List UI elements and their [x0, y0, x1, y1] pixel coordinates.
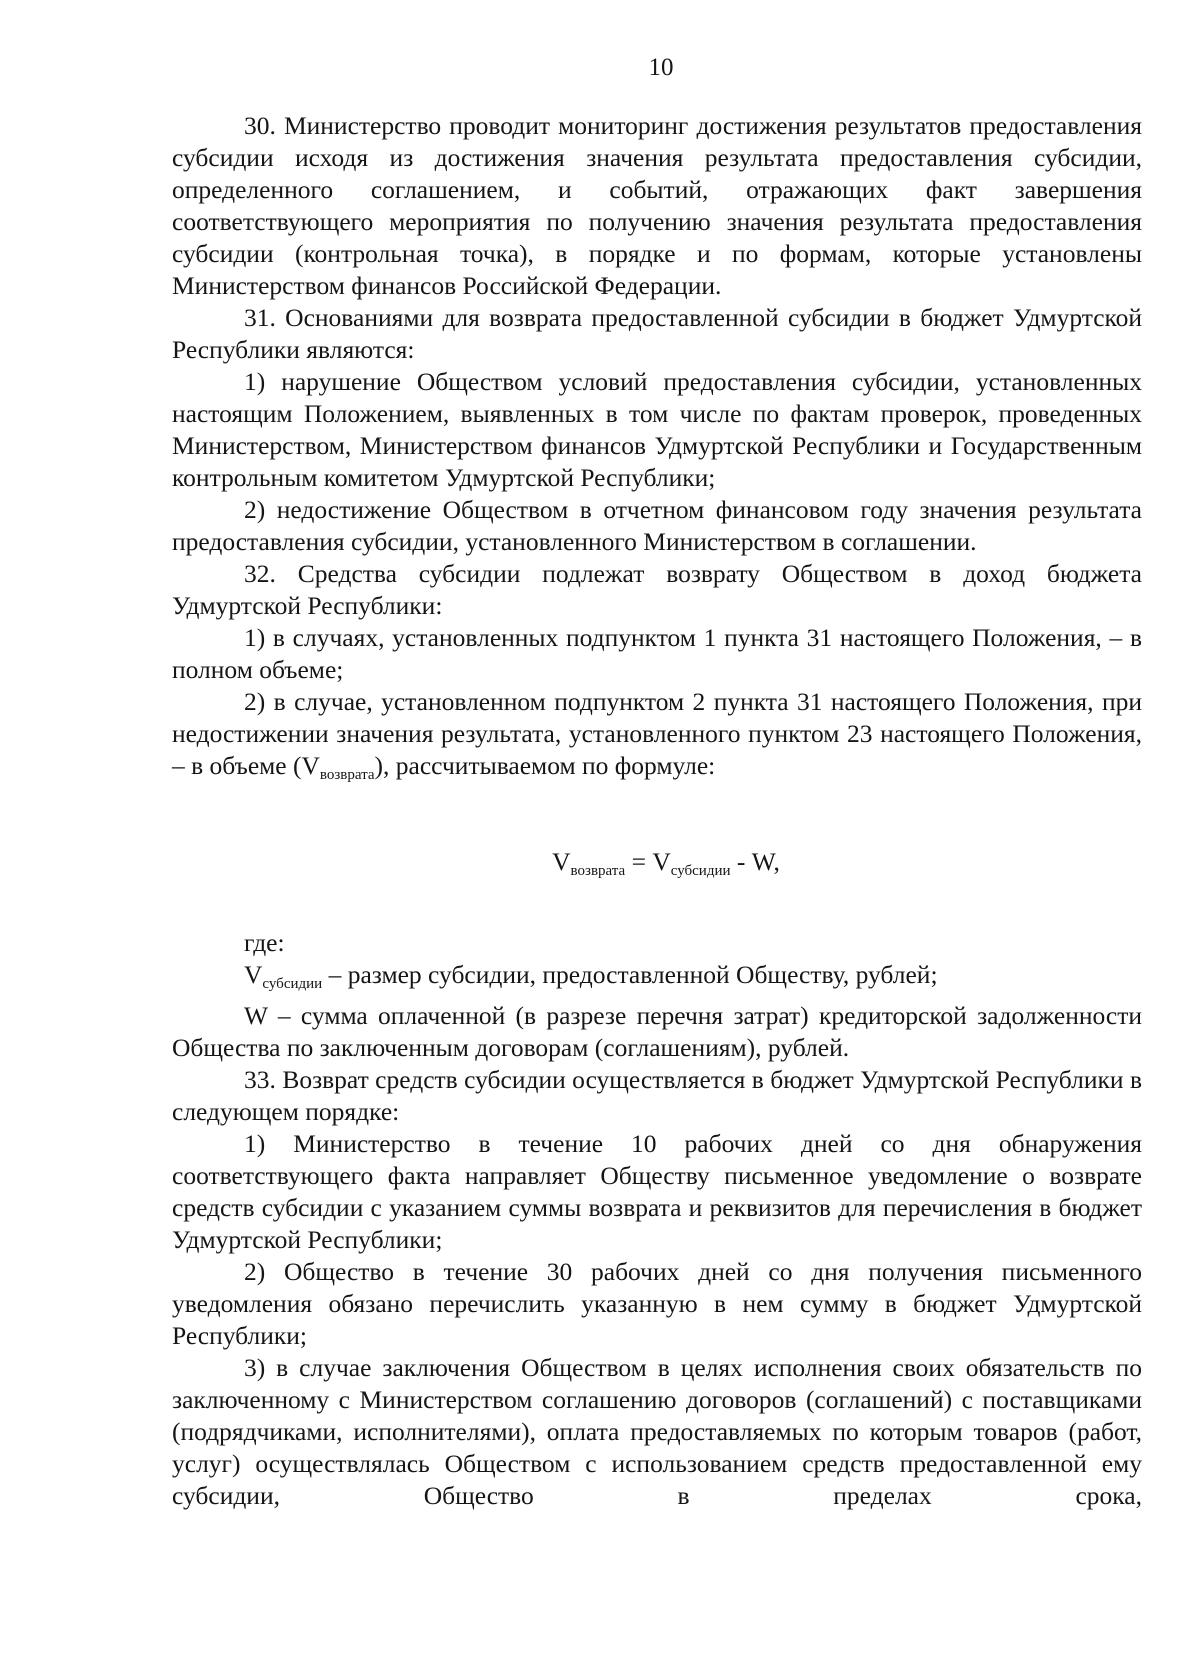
definition-v-subsidy — [172, 959, 1142, 1000]
paragraph-32-2-text: 2) в случае, установленном подпунктом 2 пункта 31 настоящего Положения, при недостижении значения результата, установленного пунктом 23 настоящего Положения, – в объеме (V — [172, 687, 1142, 780]
definition-v-text: – размер субсидии, предоставленной Обществу, рублей; — [322, 960, 938, 989]
paragraph-31-1: 1) нарушение Обществом условий предоставления субсидии, установленных настоящим Положением, выявленных в том числе по фактам проверок, проведенных Министерством, Министерством финансов Удмуртской Республики и Государственным контрольным комитетом Удмуртской Республики; — [172, 367, 1142, 492]
where-label: где: — [244, 928, 285, 957]
paragraph-32-2-tail: ), рассчитываемом по формуле: — [374, 751, 716, 780]
paragraph-33-2: 2) Общество в течение 30 рабочих дней со дня получения письменного уведомления обязано перечислить указанную в нем сумму в бюджет Удмуртской Республики; — [172, 1257, 1142, 1350]
paragraph-32: 32. Средства субсидии подлежат возврату Обществом в доход бюджета Удмуртской Республики: — [172, 559, 1142, 620]
paragraph-30: 30. Министерство проводит мониторинг достижения результатов предоставления субсидии исходя из достижения значения результата предоставления субсидии, определенного соглашением, и событий, отражающих факт завершения соответствующего мероприятия по получению значения результата предоставления субсидии (контрольная точка), в порядке и по формам, которые установлены Министерством финансов Российской Федерации. — [172, 111, 1142, 300]
definition-v-symbol: V — [244, 960, 263, 989]
document-body — [172, 110, 1142, 1512]
definition-v-subscript: субсидии — [262, 976, 323, 992]
formula-equals-v: = V — [625, 847, 671, 876]
page-number: 10 — [648, 54, 674, 81]
v-return-subscript: возврата — [319, 767, 375, 783]
paragraph-31-2: 2) недостижение Обществом в отчетном финансовом году значения результата предоставления субсидии, установленного Министерством в соглашении. — [172, 495, 1142, 556]
paragraph-33: 33. Возврат средств субсидии осуществляется в бюджет Удмуртской Республики в следующем порядке: — [172, 1065, 1142, 1126]
paragraph-31: 31. Основаниями для возврата предоставленной субсидии в бюджет Удмуртской Республики являются: — [172, 303, 1142, 364]
paragraph-33-3: 3) в случае заключения Обществом в целях исполнения своих обязательств по заключенному с Министерством соглашению договоров (соглашений) с поставщиками (подрядчиками, исполнителями), оплата предоставляемых по которым товаров (работ, услуг) осуществлялась Обществом с использованием средств предоставленной ему субсидии, Общество в пределах срока, — [172, 1353, 1142, 1510]
formula-v-return: V — [552, 847, 571, 876]
formula-minus-w: - W, — [730, 847, 780, 876]
paragraph-33-1: 1) Министерство в течение 10 рабочих дней со дня обнаружения соответствующего факта направляет Обществу письменное уведомление о возврате средств субсидии с указанием суммы возврата и реквизитов для перечисления в бюджет Удмуртской Республики; — [172, 1129, 1142, 1254]
formula-v-subsidy-subscript: субсидии — [670, 863, 731, 879]
paragraph-32-2 — [172, 686, 1142, 791]
formula-v-return-subscript: возврата — [570, 863, 626, 879]
return-formula — [172, 846, 1142, 887]
definition-w: W – сумма оплаченной (в разрезе перечня затрат) кредиторской задолженности Общества по заключенным договорам (соглашениям), рублей. — [172, 1001, 1142, 1062]
paragraph-32-1: 1) в случаях, установленных подпунктом 1 пункта 31 настоящего Положения, – в полном объеме; — [172, 623, 1142, 684]
